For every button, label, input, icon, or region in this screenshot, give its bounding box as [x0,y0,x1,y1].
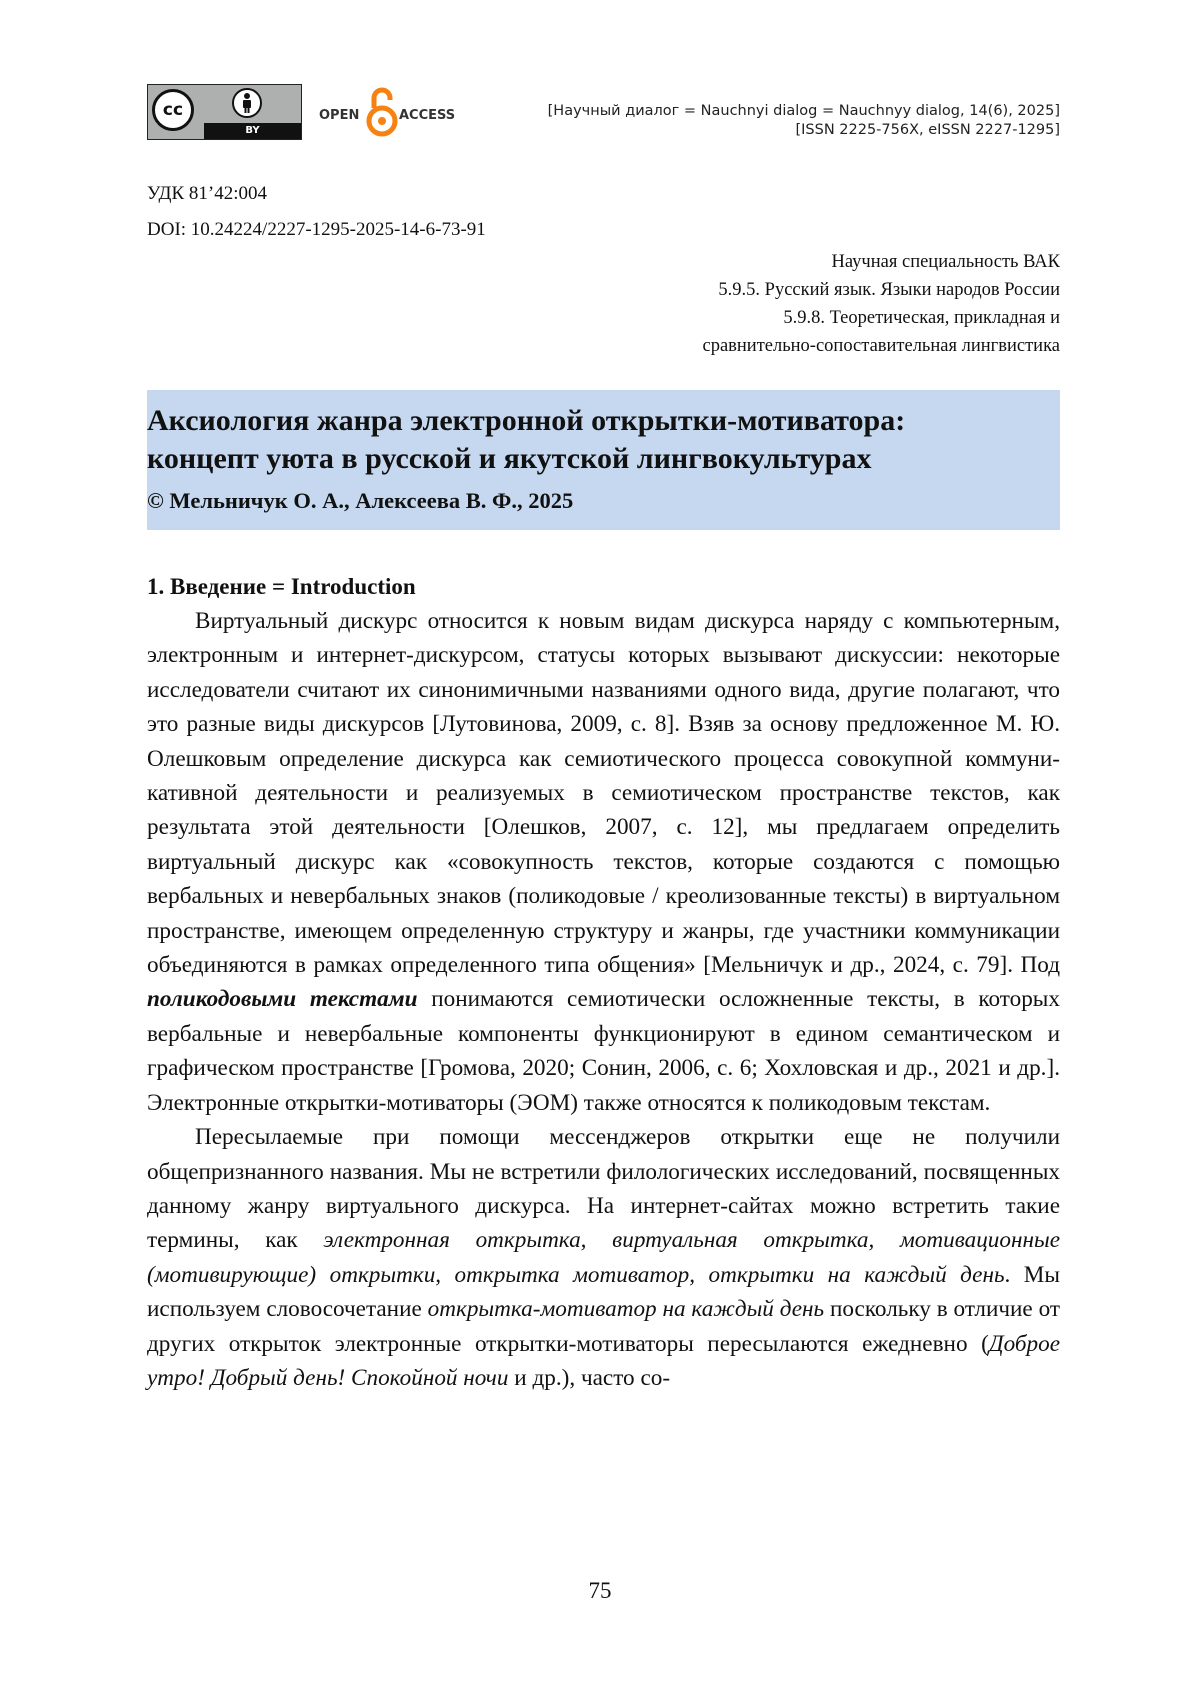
specialty-item: сравнительно-сопоставительная лингвистика [702,336,1060,356]
body-paragraph [147,604,1060,1120]
doi[interactable]: DOI: 10.24224/2227-1295-2025-14-6-73-91 [147,219,486,240]
page-number: 75 [588,1578,612,1603]
body-paragraph [147,1120,1060,1395]
attribution-person-icon [232,88,262,118]
italic-terms: электронная открытка, виртуальная открытка, мотивационные (мотивирующие) открытки, открытка мотиватор, открытки на каждый день [147,1227,1060,1288]
specialty-item: 5.9.5. Русский язык. Языки народов России [718,280,1060,300]
italic-examples: Доброе утро! Добрый день! Спокойной ночи [147,1330,1060,1391]
emphasis-term: поликодовыми текстами [147,986,418,1013]
title-block [147,390,1060,530]
by-label: BY [204,123,301,139]
text-run: Пересылаемые при помощи мессенджеров открытки еще не получили общепризнанного названия. Мы не встретили филологических исследований, посвященных данному жанру виртуального дискурса. На интернет-сайтах можно встретить такие термины, как [147,1124,1060,1254]
article-title [147,402,1060,478]
journal-citation: [Научный диалог = Nauchnyi dialog = Nauchnyy dialog, 14(6), 2025] [547,103,1060,119]
scientific-specialty [147,248,1060,360]
article-title-line: концепт уюта в русской и якутской лингвокультурах [147,442,872,475]
page [147,84,1060,1395]
open-access-logo [319,86,464,138]
section-heading: 1. Введение = Introduction [147,574,416,599]
cc-by-license-badge[interactable] [147,84,302,140]
text-run: Виртуальный дискурс относится к новым видам дискурса наряду с компьютерным, электронным и интернет-дискурсом, статусы которых вызывают дискуссии: некоторые исследователи считают их синонимичными названиями одного вида, другие полагают, что это разные виды дискурсов [Лутовинова, 2009, с. 8]. Взяв за основу предложенное М. Ю. Олешковым определение дискурса как семиотического процесса совокупной коммуникативной деятельности и реализуемых в семиотическом пространстве текстов, как результата этой деятельности [Олешков, 2007, с. 12], мы предлагаем определить виртуальный дискурс как «совокупность текстов, которые создаются с помощью вербальных и невербальных знаков (поликодовые / креолизованные тексты) в виртуальном пространстве, имеющем определенную структуру и жанры, где участники коммуникации объединяются в рамках определенного типа общения» [Мельничук и др., 2024, с. 79]. Под [147,608,1060,979]
journal-issn: [ISSN 2225-756X, eISSN 2227-1295] [795,122,1060,138]
text-run: понимаются семиотически осложненные тексты, в которых вербальные и невербальные компоненты функционируют в едином семантическом и графическом пространстве [Громова, 2020; Сонин, 2006, с. 6; Хохловская и др., 2021 и др.]. Электронные открытки-мотиваторы (ЭОМ) также относятся к поликодовым текстам. [147,986,1060,1116]
open-access-lock-icon [365,86,399,138]
udk-code: УДК 81’42:004 [147,183,268,204]
page-header [147,84,1060,144]
open-access-open-text: OPEN [319,108,360,123]
text-run: . Мы используем словосочетание [147,1261,1060,1323]
creative-commons-icon: cc [152,89,194,131]
authors-copyright: © Мельничук О. А., Алексеева В. Ф., 2025 [147,488,574,513]
specialty-heading: Научная специальность ВАК [831,252,1060,272]
italic-term: открытка-мотиватор на каждый день [427,1296,825,1323]
open-access-access-text: ACCESS [399,108,456,123]
specialty-item: 5.9.8. Теоретическая, прикладная и [783,308,1060,328]
article-meta [147,176,1060,248]
text-run: поскольку в отличие от других открыток электронные открытки-мотиваторы пересылаются ежедневно ( [147,1296,1060,1357]
text-run: и др.), часто со- [508,1364,671,1391]
article-title-line: Аксиология жанра электронной открытки-мотиватора: [147,404,906,437]
journal-reference [548,102,1060,140]
